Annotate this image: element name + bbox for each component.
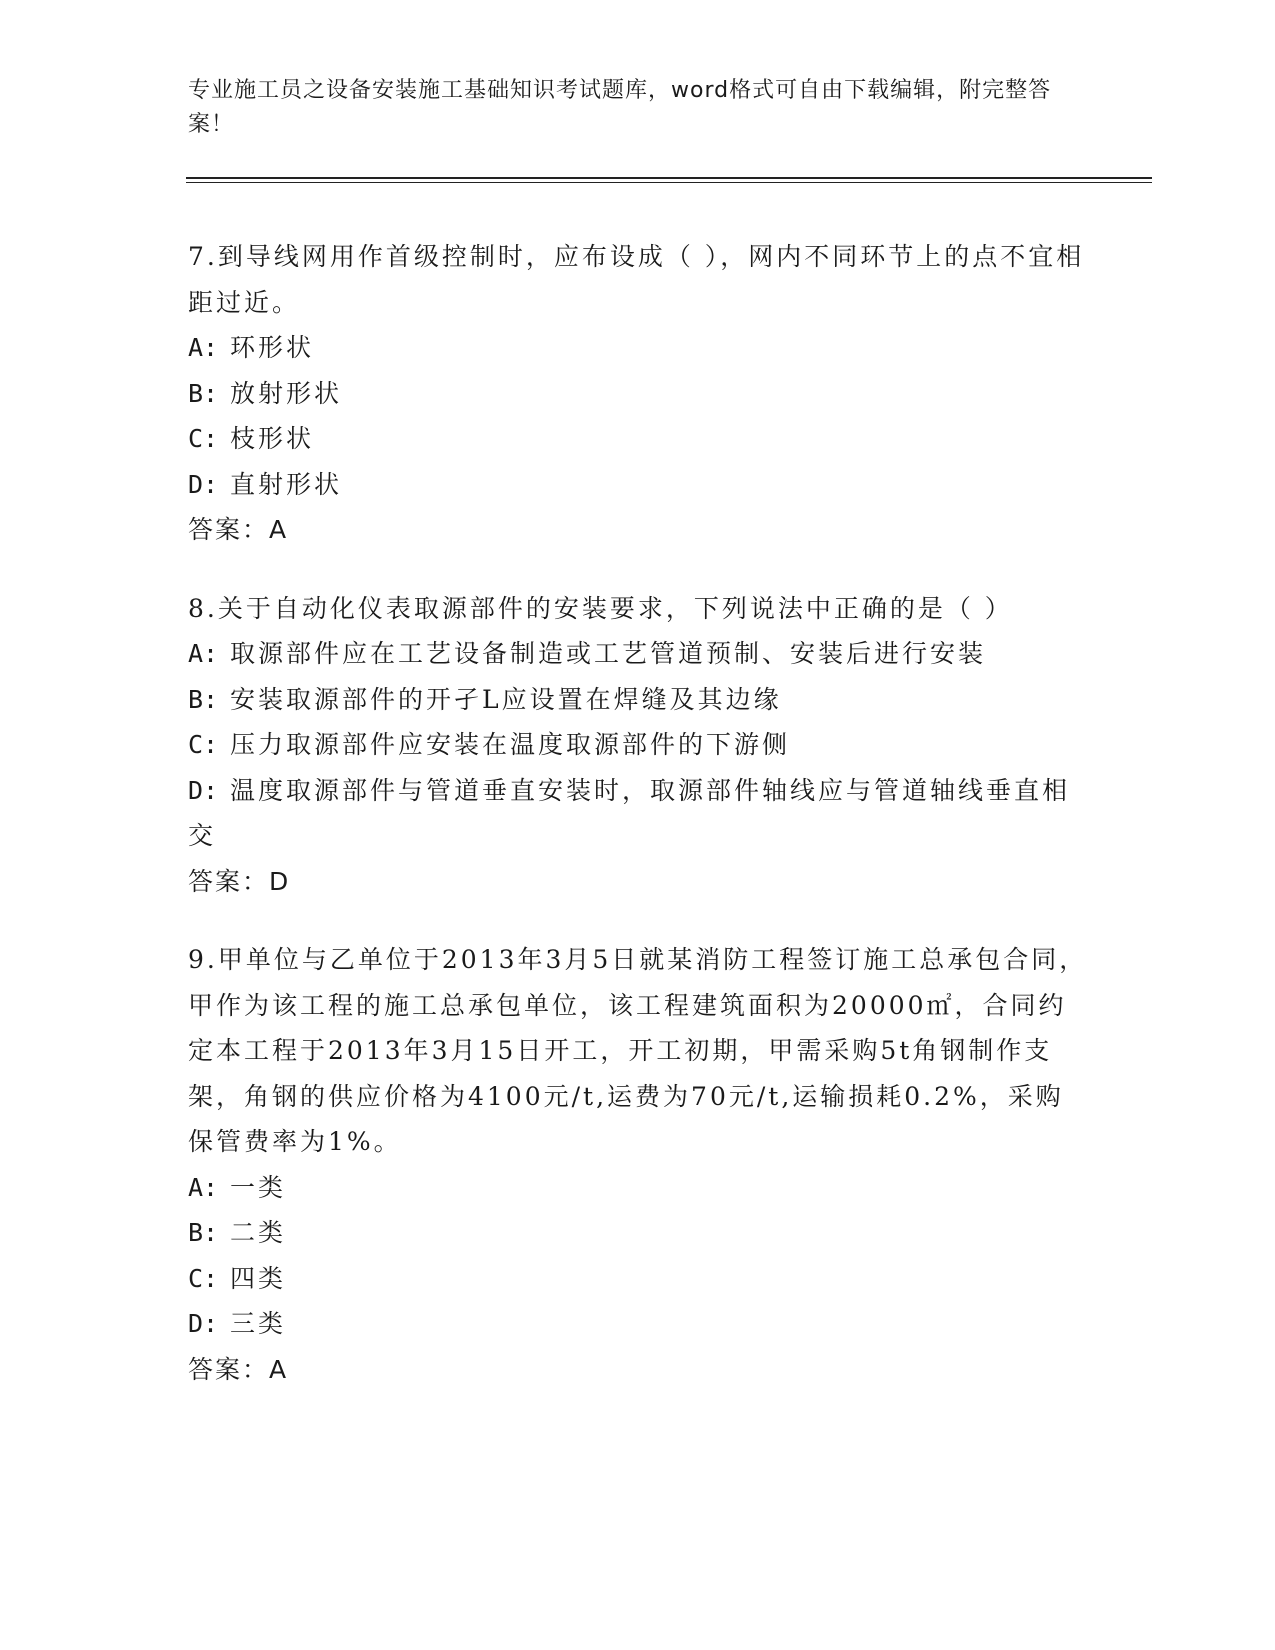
- option-d: [188, 462, 1088, 508]
- option-b: [188, 371, 1088, 417]
- option-c: [188, 1256, 1088, 1302]
- option-b: [188, 1210, 1088, 1256]
- question-7: [188, 234, 1088, 553]
- question-stem: 9.甲单位与乙单位于2013年3月5日就某消防工程签订施工总承包合同，甲作为该工程的施工总承包单位，该工程建筑面积为20000㎡，合同约定本工程于2013年3月15日开工，开工初期，甲需采购5t角钢制作支架，角钢的供应价格为4100元/t,运费为70元/t,运输损耗0.2%，采购保管费率为1%。: [188, 945, 1088, 1156]
- option-text: 压力取源部件应安装在温度取源部件的下游侧: [230, 730, 791, 759]
- option-a: [188, 1165, 1088, 1211]
- answer-line: 答案：D: [188, 866, 291, 896]
- option-c: [188, 722, 1088, 768]
- option-text: 直射形状: [230, 469, 343, 499]
- option-d: [188, 1301, 1088, 1347]
- document-header: 专业施工员之设备安装施工基础知识考试题库，word格式可自由下载编辑，附完整答案！: [188, 78, 1052, 137]
- question-9: [188, 937, 1088, 1392]
- answer-line: 答案：A: [188, 515, 289, 544]
- option-letter: D:: [188, 1309, 219, 1338]
- question-stem: 7.到导线网用作首级控制时，应布设成（ ），网内不同环节上的点不宜相距过近。: [188, 242, 1085, 317]
- option-text: 温度取源部件与管道垂直安装时，取源部件轴线应与管道轴线垂直相交: [188, 775, 1071, 850]
- option-text: 枝形状: [230, 424, 315, 453]
- option-letter: B:: [188, 378, 219, 408]
- question-8: [188, 586, 1088, 905]
- option-b: [188, 677, 1088, 723]
- option-letter: D:: [188, 775, 219, 805]
- option-c: [188, 416, 1088, 462]
- option-text: 二类: [230, 1218, 287, 1247]
- option-a: [188, 631, 1088, 677]
- option-text: 取源部件应在工艺设备制造或工艺管道预制、安装后进行安装: [230, 639, 987, 668]
- option-text: 放射形状: [230, 378, 343, 408]
- header-divider: [186, 177, 1152, 183]
- question-stem: 8.关于自动化仪表取源部件的安装要求，下列说法中正确的是（ ）: [188, 593, 1013, 623]
- option-letter: B:: [188, 684, 219, 714]
- option-text: 三类: [230, 1309, 287, 1338]
- option-letter: C:: [188, 730, 219, 759]
- option-text: 安装取源部件的开孑L应设置在焊缝及其边缘: [230, 684, 782, 714]
- option-d: [188, 768, 1088, 859]
- option-letter: B:: [188, 1218, 219, 1247]
- option-letter: A:: [188, 333, 219, 362]
- option-text: 一类: [230, 1172, 287, 1202]
- option-letter: A:: [188, 639, 219, 668]
- option-letter: C:: [188, 1263, 219, 1293]
- option-letter: D:: [188, 469, 219, 499]
- option-letter: A:: [188, 1172, 219, 1202]
- answer-line: 答案：A: [188, 1354, 289, 1384]
- option-text: 四类: [230, 1263, 287, 1293]
- question-list: [188, 234, 1088, 1425]
- option-letter: C:: [188, 424, 219, 453]
- option-a: [188, 325, 1088, 371]
- option-text: 环形状: [230, 333, 315, 362]
